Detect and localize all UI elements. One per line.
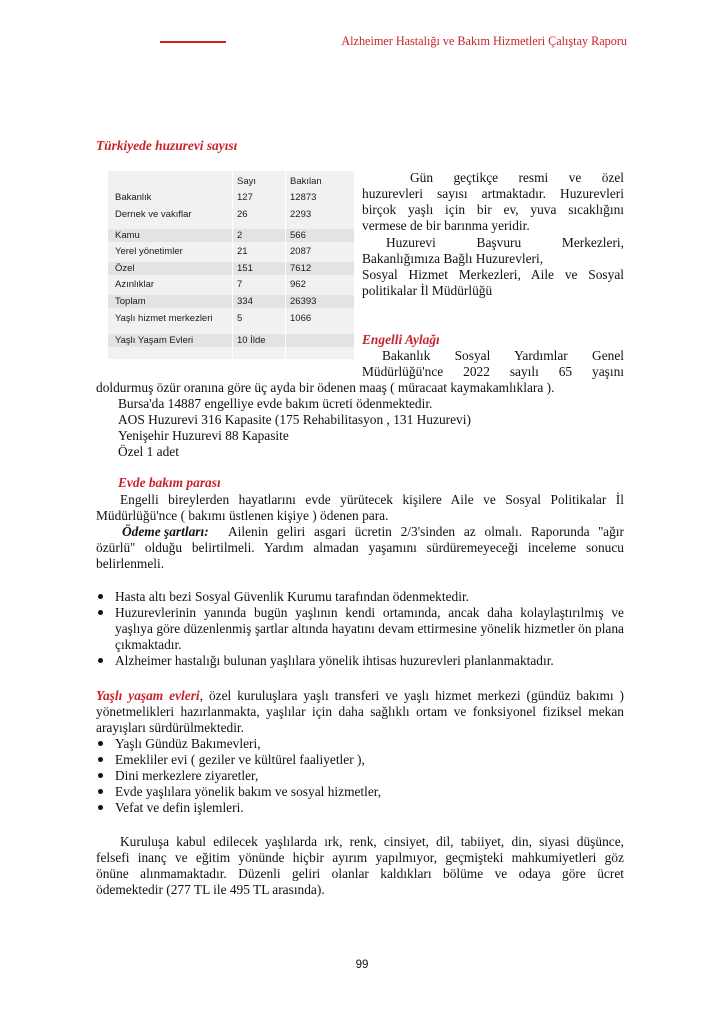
list-item-text: Emekliler evi ( geziler ve kültürel faaliyetler ), [115, 752, 365, 767]
table-cell: 962 [290, 279, 306, 290]
paragraph-line: Yenişehir Huzurevi 88 Kapasite [118, 428, 289, 443]
page-number: 99 [355, 959, 369, 971]
table-cell: 2293 [290, 209, 312, 220]
table-cell: 2087 [290, 246, 312, 257]
table-row [108, 208, 354, 221]
paragraph-line: doldurmuş özür oranına göre üç ayda bir ödenen maaş ( müracaat kaymakamlıklara ). [96, 380, 555, 395]
paragraph-line: Bakanlığımıza Bağlı Huzurevleri, [362, 251, 544, 266]
paragraph-line: Ailenin geliri asgari ücretin 2/3'sinden az olmalı. Raporunda ''ağır [228, 524, 624, 539]
table-row [108, 278, 354, 291]
paragraph-line: felsefi inanç ve eğitim yönünde hiçbir ayırım yapılmıyor, geçmişteki mahkumiyetleri göz [96, 850, 624, 865]
list-item [96, 736, 624, 752]
table-cell: 21 [237, 246, 248, 257]
paragraph-line: Bakanlık Sosyal Yardımlar Genel [382, 348, 624, 363]
table-cell: Yaşlı Yaşam Evleri [115, 335, 194, 346]
bullet-icon [98, 658, 103, 663]
payment-conditions-label: Ödeme şartları: [122, 524, 209, 539]
paragraph-line: yönetmelikleri hazırlanmakta, yaşlılar için daha sağlıklı ortam ve fonksiyonel fiziksel mekan [96, 704, 624, 719]
table-cell: Dernek ve vakıflar [115, 209, 192, 220]
table-cell: Toplam [115, 296, 146, 307]
table-cell: Azınlıklar [115, 279, 155, 290]
table-cell: 26393 [290, 296, 317, 307]
list-item [96, 784, 624, 800]
section-title-elderly-living-homes: Yaşlı yaşam evleri [96, 688, 200, 703]
paragraph-line: ödemektedir (277 TL ile 495 TL arasında). [96, 882, 325, 897]
paragraph-line: Kuruluşa kabul edilecek yaşlılarda ırk, renk, cinsiyet, dil, tabiiyet, din, siyasi düşünce, [120, 834, 624, 849]
table-cell: 7612 [290, 263, 312, 274]
table-cell: 2 [237, 230, 243, 241]
paragraph-line: politikalar İl Müdürlüğü [362, 283, 493, 298]
bullet-icon [98, 610, 103, 615]
table-cell: 151 [237, 263, 253, 274]
table-cell: 127 [237, 192, 253, 203]
table-row [108, 295, 354, 308]
bullet-icon [98, 773, 103, 778]
list-item [96, 653, 624, 669]
table-row [108, 312, 354, 325]
table-cell: 12873 [290, 192, 317, 203]
home-care-bullet-list [96, 589, 624, 669]
paragraph-line: Özel 1 adet [118, 444, 179, 459]
list-item-text: Evde yaşlılara yönelik bakım ve sosyal hizmetler, [115, 784, 382, 799]
table-header-cell: Bakılan [290, 176, 322, 187]
paragraph-line: Bursa'da 14887 engelliye evde bakım ücreti ödenmektedir. [118, 396, 433, 411]
table-cell: 26 [237, 209, 248, 220]
header-accent-line [160, 41, 226, 43]
paragraph-line: huzurevleri sayısı artmaktadır. Huzurevleri [362, 186, 624, 201]
list-item [96, 589, 624, 605]
paragraph-line: önüne alınmamaktadır. Düzenli geliri olanlar kaldıkları bölüme ve odaya göre ücret [96, 866, 624, 881]
table-row [108, 262, 354, 275]
table-column-divider [285, 171, 286, 359]
table-cell: 566 [290, 230, 306, 241]
paragraph-line: belirlenmeli. [96, 556, 165, 571]
table-cell: Bakanlık [115, 192, 152, 203]
bullet-icon [98, 805, 103, 810]
table-cell: 10 İlde [237, 335, 266, 346]
table-cell: Kamu [115, 230, 140, 241]
bullet-icon [98, 757, 103, 762]
table-row [108, 245, 354, 258]
paragraph-line: Sosyal Hizmet Merkezleri, Aile ve Sosyal [362, 267, 624, 282]
list-item [96, 768, 624, 784]
table-header-cell: Sayı [237, 176, 257, 187]
paragraph-line: özürlü'' olduğu belirtilmeli. Yardım almadan yaşamını sürdüremeyeceği inceleme sonucu [96, 540, 624, 555]
table-column-divider [232, 171, 233, 359]
list-item-text: Vefat ve defin işlemleri. [115, 800, 244, 815]
section-title-disability-pension: Engelli Aylağı [362, 332, 440, 347]
list-item-text: Hasta altı bezi Sosyal Güvenlik Kurumu tarafından ödenmektedir. [115, 589, 470, 604]
table-row [108, 229, 354, 242]
table-cell: 1066 [290, 313, 312, 324]
bullet-icon [98, 594, 103, 599]
bullet-icon [98, 789, 103, 794]
list-item-text: Huzurevlerinin yanında bugün yaşlının kendi ortamında, ancak daha kolaylaştırılmış ve yaşlıya göre düzenlenmiş şartlar altında hayatını devam ettirmesine yönelik hizmetler ön plana çıkmaktadır. [115, 605, 624, 652]
elderly-services-bullet-list [96, 736, 624, 816]
list-item [96, 605, 624, 653]
list-item-text: Alzheimer hastalığı bulunan yaşlılara yönelik ihtisas huzurevleri planlanmaktadır. [115, 653, 554, 668]
table-row [108, 334, 354, 347]
list-item [96, 752, 624, 768]
table-cell: Yaşlı hizmet merkezleri [115, 313, 213, 324]
section-title-nursing-homes: Türkiyede huzurevi sayısı [96, 138, 238, 153]
paragraph-line: Huzurevi Başvuru Merkezleri, [386, 235, 624, 250]
list-item-text: Dini merkezlere ziyaretler, [115, 768, 259, 783]
paragraph-line: Müdürlüğü'nce 2022 sayılı 65 yaşını [362, 364, 624, 379]
table-cell: Yerel yönetimler [115, 246, 183, 257]
paragraph-line: Müdürlüğü'nce ( bakımı üstlenen kişiye ) ödenen para. [96, 508, 389, 523]
table-header-row [108, 175, 354, 188]
paragraph-line: AOS Huzurevi 316 Kapasite (175 Rehabilitasyon , 131 Huzurevi) [118, 412, 471, 427]
table-row [108, 191, 354, 204]
paragraph-line: Engelli bireylerden hayatlarını evde yürütecek kişilere Aile ve Sosyal Politikalar İl [120, 492, 624, 507]
running-header-title: Alzheimer Hastalığı ve Bakım Hizmetleri Çalıştay Raporu [341, 34, 627, 48]
table-cell: Özel [115, 263, 135, 274]
paragraph-line: Gün geçtikçe resmi ve özel [410, 170, 624, 185]
list-item-text: Yaşlı Gündüz Bakımevleri, [115, 736, 261, 751]
bullet-icon [98, 741, 103, 746]
list-item [96, 800, 624, 816]
nursing-home-table [108, 171, 354, 359]
paragraph-line: vermese de bir barınma yeridir. [362, 218, 530, 233]
paragraph-line: arayışları sürdürülmektedir. [96, 720, 244, 735]
table-cell: 7 [237, 279, 243, 290]
section-title-home-care-payment: Evde bakım parası [118, 475, 221, 490]
paragraph-line [96, 688, 624, 704]
table-cell: 5 [237, 313, 243, 324]
paragraph-line: birçok yaşlı için bir ev, yuva sıcaklığını [362, 202, 624, 217]
table-cell: 334 [237, 296, 253, 307]
paragraph-text: , özel kuruluşlara yaşlı transferi ve yaşlı hizmet merkezi (gündüz bakımı ) [199, 688, 624, 703]
